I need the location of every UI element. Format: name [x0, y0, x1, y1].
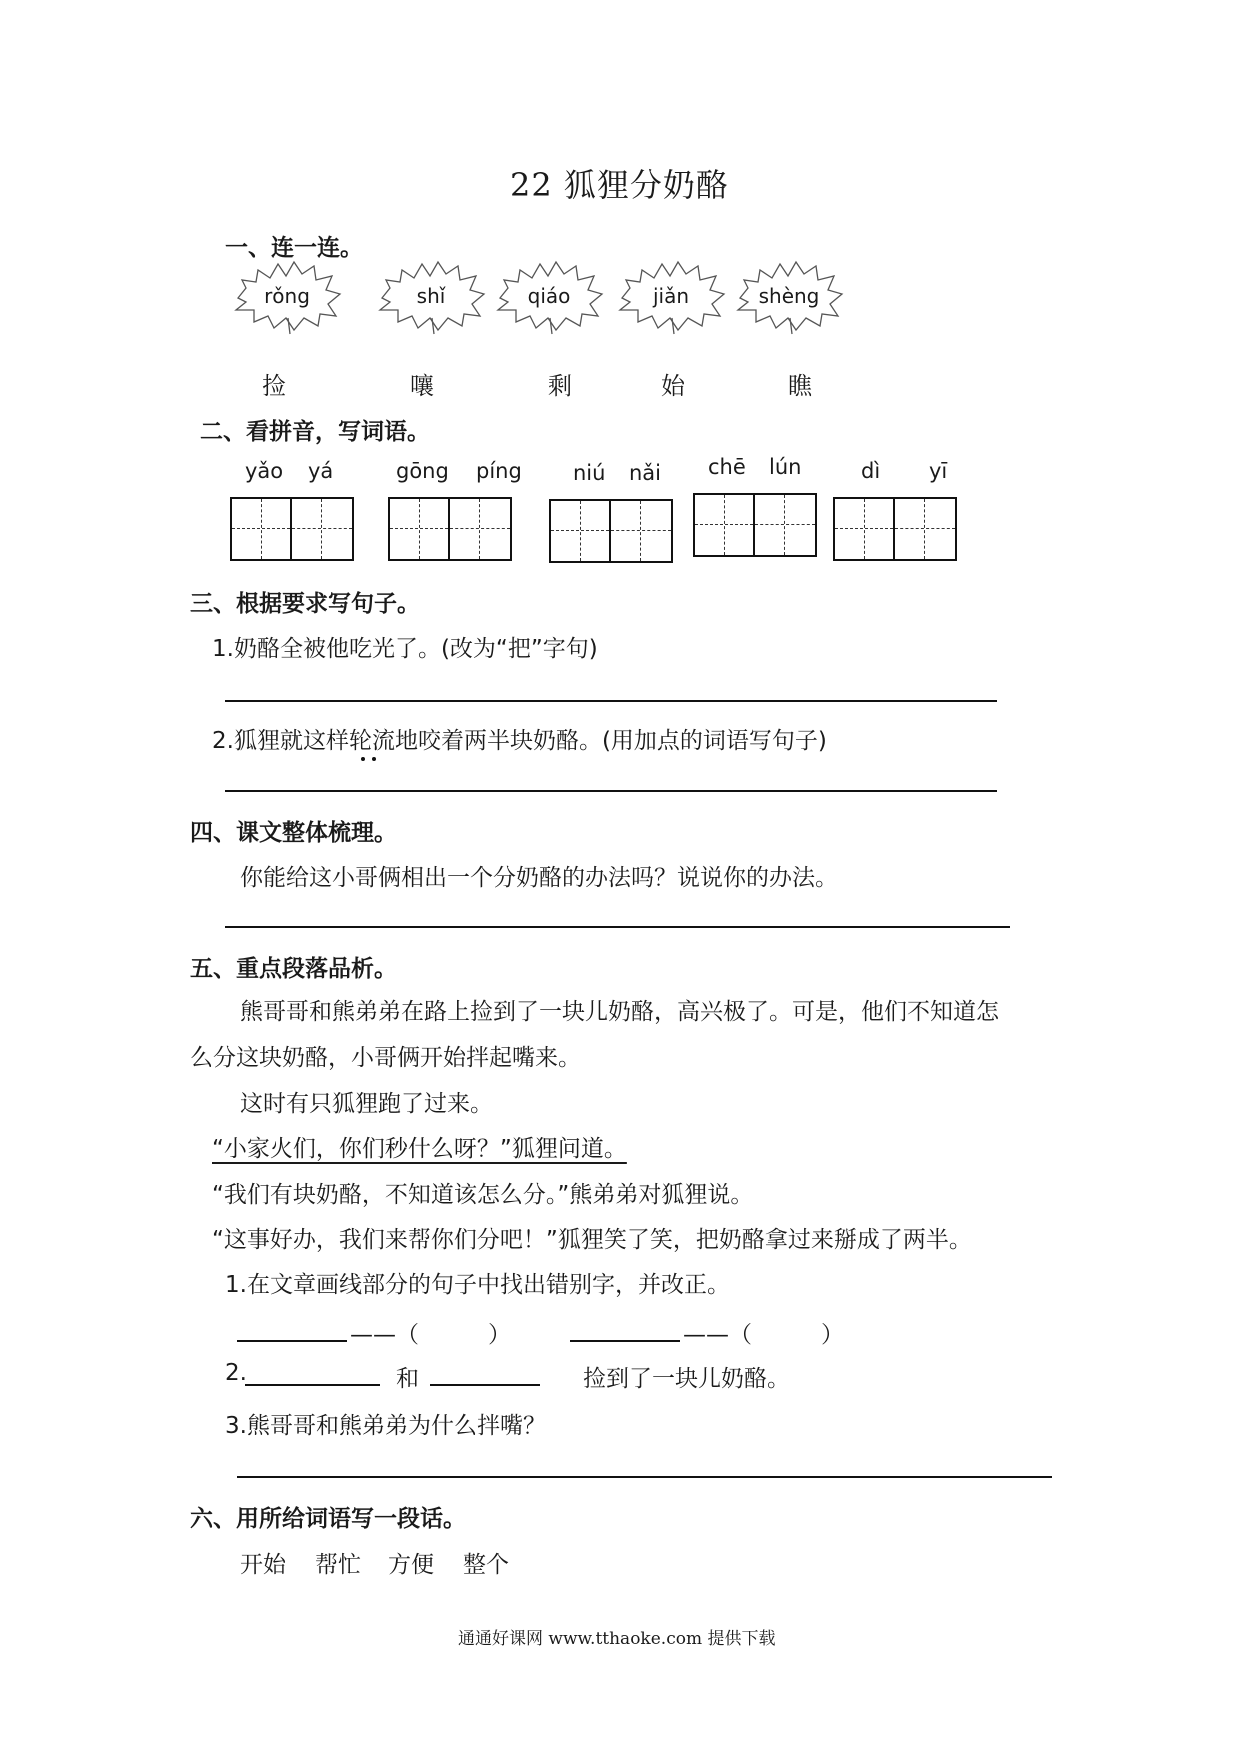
writing-cell[interactable] — [551, 501, 611, 561]
match-character[interactable]: 始 — [661, 372, 685, 400]
grid-pinyin: niú — [573, 461, 606, 485]
writing-cell[interactable] — [390, 499, 450, 559]
s5-para-1a: 熊哥哥和熊弟弟在路上捡到了一块儿奶酪，高兴极了。可是，他们不知道怎 — [240, 999, 999, 1025]
grid-pinyin: píng — [476, 459, 522, 483]
s5-q2-blank-a[interactable] — [245, 1384, 380, 1386]
s5-para-2: 这时有只狐狸跑了过来。 — [240, 1091, 493, 1117]
grid-pinyin: nǎi — [629, 461, 662, 485]
writing-grid[interactable] — [388, 497, 512, 561]
footer-text: 通通好课网 www.tthaoke.com 提供下载 — [458, 1629, 776, 1649]
s5-para-4: “我们有块奶酪，不知道该怎么分。”熊弟弟对狐狸说。 — [212, 1182, 754, 1208]
s5-q1-blank-b[interactable] — [570, 1340, 680, 1342]
match-character[interactable]: 瞧 — [788, 372, 812, 400]
s5-para-1b: 么分这块奶酪，小哥俩开始拌起嘴来。 — [190, 1045, 581, 1071]
leaf-pinyin-card[interactable] — [228, 258, 346, 336]
leaf-pinyin: rǒng — [264, 284, 310, 308]
writing-cell[interactable] — [292, 499, 352, 559]
writing-grid[interactable] — [230, 497, 354, 561]
s5-question-3: 3.熊哥哥和熊弟弟为什么拌嘴？ — [225, 1413, 546, 1439]
grid-pinyin: yī — [929, 459, 948, 483]
leaf-pinyin: jiǎn — [652, 284, 690, 308]
section-1-heading: 一、连一连。 — [225, 235, 363, 261]
match-character[interactable]: 捡 — [262, 372, 286, 400]
section-3-heading: 三、根据要求写句子。 — [190, 591, 420, 617]
s5-q2-and: 和 — [396, 1366, 419, 1392]
s5-para-3-underlined: “小家火们，你们秒什么呀？”狐狸问道。 — [212, 1136, 627, 1162]
s5-question-2-number: 2. — [225, 1360, 247, 1386]
writing-cell[interactable] — [895, 499, 955, 559]
given-word: 方便 — [388, 1552, 434, 1578]
s5-q1-fill-b: ——（ ） — [683, 1322, 844, 1348]
s3-question-1: 1.奶酪全被他吃光了。(改为“把”字句) — [212, 636, 598, 662]
section-6-heading: 六、用所给词语写一段话。 — [190, 1506, 466, 1532]
section-2-heading: 二、看拼音，写词语。 — [200, 419, 430, 445]
emphasis-dot — [361, 757, 365, 761]
writing-grid[interactable] — [693, 493, 817, 557]
writing-cell[interactable] — [755, 495, 815, 555]
s3-answer-line-2[interactable] — [225, 790, 997, 792]
leaf-pinyin-card[interactable] — [490, 258, 608, 336]
given-word: 整个 — [463, 1552, 509, 1578]
s5-q2-tail: 捡到了一块儿奶酪。 — [583, 1366, 790, 1392]
match-character[interactable]: 嚷 — [410, 372, 434, 400]
leaf-pinyin-card[interactable] — [730, 258, 848, 336]
s5-para-5: “这事好办，我们来帮你们分吧！”狐狸笑了笑，把奶酪拿过来掰成了两半。 — [212, 1227, 972, 1253]
leaf-pinyin-card[interactable] — [372, 258, 490, 336]
writing-grid[interactable] — [549, 499, 673, 563]
s4-question: 你能给这小哥俩相出一个分奶酪的办法吗？说说你的办法。 — [240, 865, 838, 891]
s3-question-2: 2.狐狸就这样轮流地咬着两半块奶酪。(用加点的词语写句子) — [212, 728, 827, 754]
section-5-heading: 五、重点段落品析。 — [190, 956, 397, 982]
s5-q3-answer-line[interactable] — [237, 1476, 1052, 1478]
leaf-pinyin: shǐ — [416, 284, 446, 308]
s5-q1-blank-a[interactable] — [237, 1340, 347, 1342]
writing-cell[interactable] — [835, 499, 895, 559]
section-4-heading: 四、课文整体梳理。 — [190, 820, 397, 846]
writing-cell[interactable] — [695, 495, 755, 555]
match-character[interactable]: 剩 — [548, 372, 572, 400]
emphasis-dot — [372, 757, 376, 761]
s4-answer-line[interactable] — [225, 926, 1010, 928]
leaf-pinyin-card[interactable] — [612, 258, 730, 336]
grid-pinyin: dì — [861, 459, 881, 483]
page-title: 22 狐狸分奶酪 — [510, 166, 729, 204]
writing-cell[interactable] — [611, 501, 671, 561]
grid-pinyin: chē — [708, 455, 746, 479]
given-word: 开始 — [240, 1552, 286, 1578]
grid-pinyin: yá — [308, 459, 334, 483]
grid-pinyin: lún — [769, 455, 802, 479]
s5-question-1: 1.在文章画线部分的句子中找出错别字，并改正。 — [225, 1272, 730, 1298]
leaf-pinyin: shèng — [758, 284, 820, 308]
s5-q1-fill-a: ——（ ） — [350, 1322, 511, 1348]
grid-pinyin: gōng — [396, 459, 449, 483]
given-word: 帮忙 — [315, 1552, 361, 1578]
leaf-pinyin: qiáo — [527, 284, 571, 308]
writing-cell[interactable] — [232, 499, 292, 559]
s5-q2-blank-b[interactable] — [430, 1384, 540, 1386]
writing-cell[interactable] — [450, 499, 510, 559]
s3-answer-line-1[interactable] — [225, 700, 997, 702]
writing-grid[interactable] — [833, 497, 957, 561]
grid-pinyin: yǎo — [245, 459, 284, 483]
